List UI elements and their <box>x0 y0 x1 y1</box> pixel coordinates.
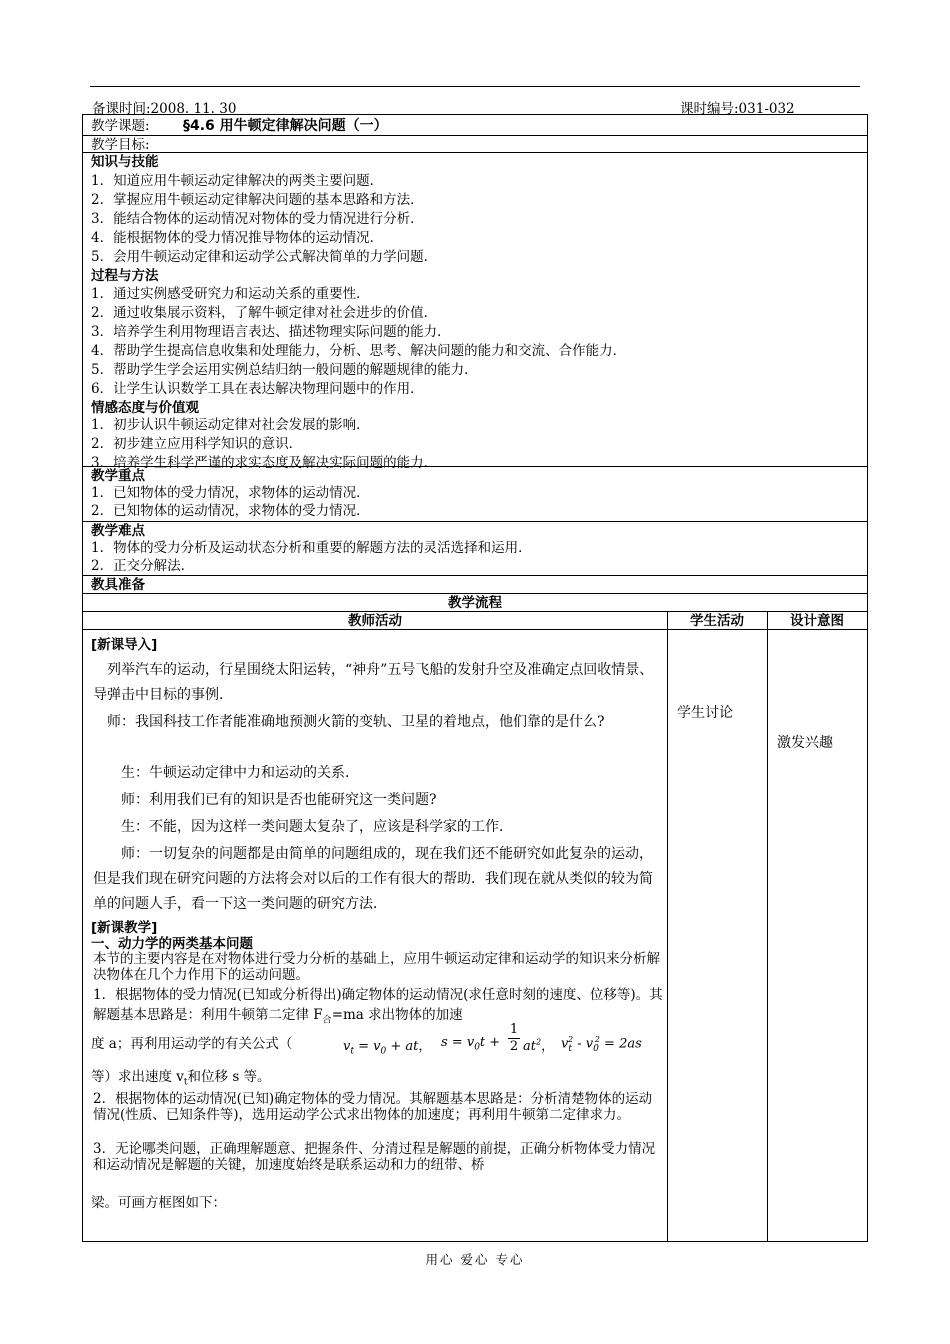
intro-paragraph: 师：我国科技工作者能准确地预测火箭的变轨、卫星的着地点，他们靠的是什么? <box>107 714 605 730</box>
teaching-p3b: 梁。可画方框图如下： <box>91 1195 226 1211</box>
process-item: 1．通过实例感受研究力和运动关系的重要性． <box>91 286 370 302</box>
section-title: 一、动力学的两类基本问题 <box>91 936 253 952</box>
formula-fraction: 1 2 <box>509 1022 519 1054</box>
process-item: 3．培养学生利用物理语言表达、描述物理实际问题的能力． <box>91 324 451 340</box>
difficulty-item: 2．正交分解法． <box>91 558 195 574</box>
design-intent: 激发兴趣 <box>777 735 833 751</box>
divider-teacher-student <box>667 611 668 1241</box>
col-student: 学生活动 <box>690 613 744 629</box>
top-rule <box>90 86 860 87</box>
process-item: 6．让学生认识数学工具在表达解决物理问题中的作用． <box>91 381 424 397</box>
prep-time: 备课时间:2008. 11. 30 <box>92 101 237 117</box>
goals-label: 教学目标: <box>91 137 150 153</box>
teaching-heading: [新课教学] <box>91 920 158 936</box>
teaching-p1-d-text: 等）求出速度 v <box>91 1069 184 1085</box>
intro-paragraph: 生：不能，因为这样一类问题太复杂了，应该是科学家的工作． <box>121 819 513 835</box>
knowledge-item: 1．知道应用牛顿运动定律解决的两类主要问题． <box>91 173 384 189</box>
key-point-item: 2．已知物体的运动情况，求物体的受力情况． <box>91 503 370 519</box>
formula-displacement: $s = v_0t$ + <box>441 1035 501 1053</box>
teaching-p1-sub: 合 <box>322 1015 332 1026</box>
knowledge-heading: 知识与技能 <box>91 154 159 170</box>
col-teacher: 教师活动 <box>348 613 402 629</box>
lesson-number: 课时编号:031-032 <box>680 101 795 117</box>
student-activity: 学生讨论 <box>677 705 733 721</box>
teaching-p2: 2．根据物体的运动情况(已知)确定物体的受力情况。其解题基本思路是：分析清楚物体的运动情况(性质、已知条件等)，选用运动学公式求出物体的加速度；再利用牛顿第二定律求力。 <box>93 1091 653 1123</box>
process-heading: 过程与方法 <box>91 268 159 284</box>
flow-heading-row <box>83 593 867 611</box>
process-item: 2．通过收集展示资料，了解牛顿定律对社会进步的价值． <box>91 305 438 321</box>
knowledge-item: 4．能根据物体的受力情况推导物体的运动情况． <box>91 230 384 246</box>
teaching-p1-b: =ma 求出物体的加速 <box>331 1007 463 1023</box>
topic-label: 教学课题: <box>91 118 150 134</box>
tools-row <box>83 575 867 593</box>
intro-paragraph: 生：牛顿运动定律中力和运动的关系． <box>121 765 359 781</box>
key-points-section <box>83 466 867 521</box>
attitude-item: 3．培养学生科学严谨的求实态度及解决实际问题的能力． <box>91 455 438 471</box>
lesson-plan-table <box>82 114 868 1242</box>
footer: 用心 爱心 专心 <box>425 1252 525 1267</box>
divider-student-intent <box>767 611 768 1241</box>
flow-columns-row <box>83 611 867 629</box>
key-point-item: 1．已知物体的受力情况，求物体的运动情况． <box>91 485 370 501</box>
key-points-heading: 教学重点 <box>91 468 145 484</box>
topic-title: §4.6 用牛顿定律解决问题（一） <box>183 118 388 134</box>
flow-heading: 教学流程 <box>448 595 502 611</box>
attitude-item: 1．初步认识牛顿运动定律对社会发展的影响． <box>91 417 370 433</box>
teaching-lead: 本节的主要内容是在对物体进行受力分析的基础上，应用牛顿运动定律和运动学的知识来分析解决物体在几个力作用下的运动问题。 <box>93 951 660 983</box>
difficulties-section <box>83 521 867 577</box>
teaching-p3a: 3．无论哪类问题，正确理解题意、把握条件、分清过程是解题的前提，正确分析物体受力情况和运动情况是解题的关键，加速度始终是联系运动和力的纽带、桥 <box>93 1141 656 1173</box>
formula-displacement-tail: $at^2$， <box>523 1037 555 1054</box>
formula-velocity: $v_t = v_0$ + at， <box>343 1039 432 1057</box>
difficulties-heading: 教学难点 <box>91 523 145 539</box>
tools-heading: 教具准备 <box>91 577 145 593</box>
col-intent: 设计意图 <box>790 613 844 629</box>
knowledge-item: 2．掌握应用牛顿运动定律解决问题的基本思路和方法． <box>91 192 424 208</box>
teaching-p1-a: 1．根据物体的受力情况(已知或分析得出)确定物体的运动情况(求任意时刻的速度、位移等)。其解题基本思路是：利用牛顿第二定律 F <box>93 987 663 1023</box>
teaching-p1-d-sub: t <box>183 1077 188 1088</box>
attitude-heading: 情感态度与价值观 <box>91 400 199 416</box>
formula-velocity-text: v <box>343 1039 351 1054</box>
intro-heading: [新课导入] <box>91 637 158 653</box>
difficulty-item: 1．物体的受力分析及运动状态分析和重要的解题方法的灵活选择和运用． <box>91 540 532 556</box>
teaching-p1-c: 度 a；再利用运动学的有关公式（ <box>91 1036 293 1052</box>
intro-paragraph: 师：利用我们已有的知识是否也能研究这一类问题? <box>121 792 437 808</box>
teaching-p1-d <box>91 1068 271 1092</box>
process-item: 5．帮助学生学会运用实例总结归纳一般问题的解题规律的能力． <box>91 362 478 378</box>
knowledge-item: 3．能结合物体的运动情况对物体的受力情况进行分析． <box>91 211 424 227</box>
goals-row <box>83 135 867 153</box>
knowledge-item: 5．会用牛顿运动定律和运动学公式解决简单的力学问题． <box>91 249 438 265</box>
objectives-section <box>83 152 867 472</box>
attitude-item: 2．初步建立应用科学知识的意识． <box>91 436 303 452</box>
intro-paragraph: 列举汽车的运动，行星围绕太阳运转，“神舟”五号飞船的发射升空及准确定点回收情景、导弹击中目标的事例． <box>93 662 654 703</box>
teaching-p1 <box>93 985 663 1031</box>
teaching-p1-e: 和位移 s 等。 <box>187 1069 271 1085</box>
flow-body-row <box>83 629 867 1243</box>
process-item: 4．帮助学生提高信息收集和处理能力，分析、思考、解决问题的能力和交流、合作能力． <box>91 343 627 359</box>
formula-v-squared: $v_t^2 - v_0^2 = 2as$ <box>561 1035 642 1054</box>
intro-paragraph: 师：一切复杂的问题都是由简单的问题组成的，现在我们还不能研究如此复杂的运动，但是我们现在研究问题的方法将会对以后的工作有很大的帮助．我们现在就从类似的较为简单的问题人手，看一下这一类问题的研究方法． <box>93 846 653 912</box>
